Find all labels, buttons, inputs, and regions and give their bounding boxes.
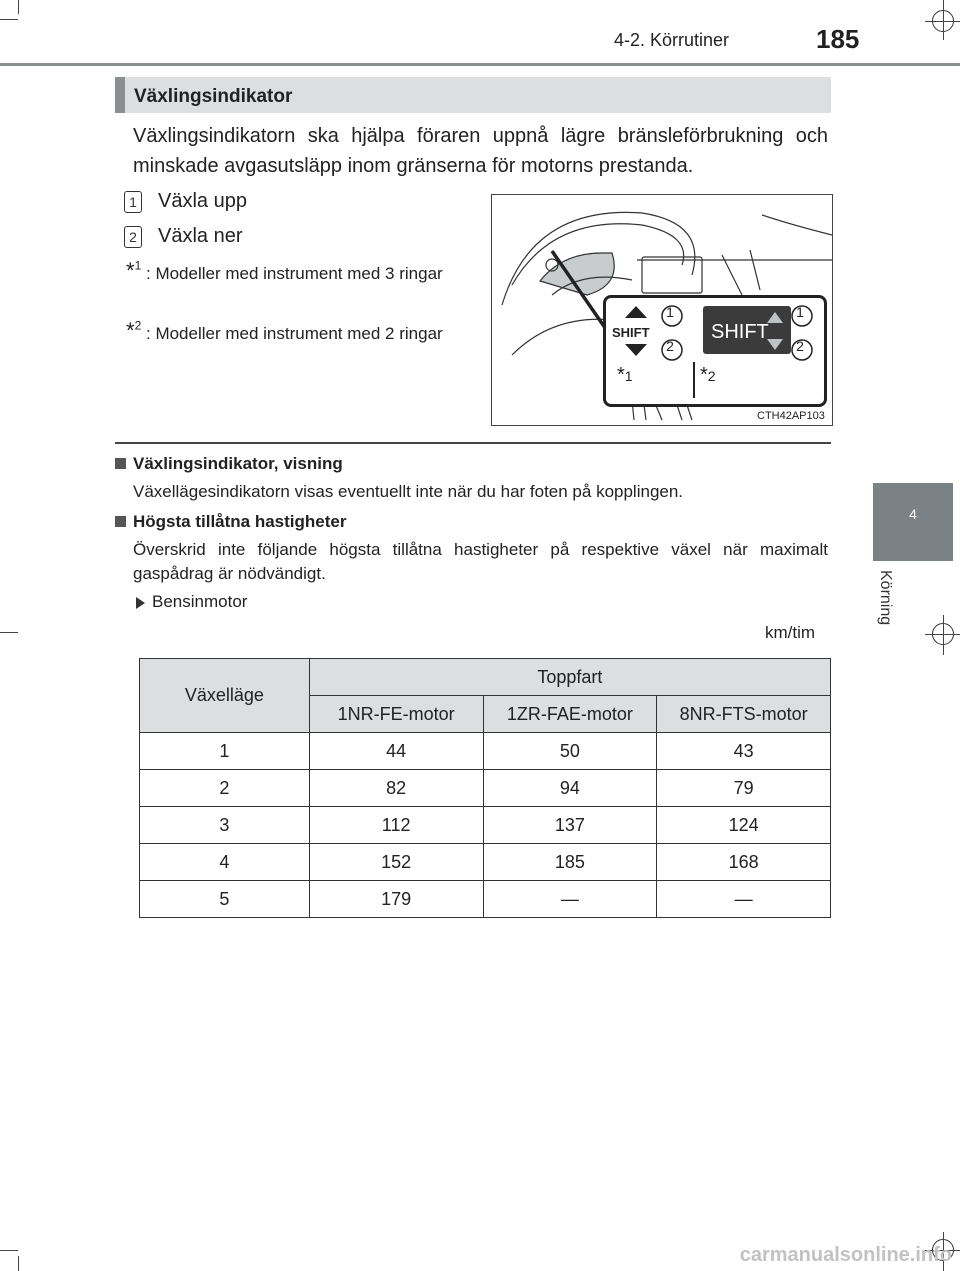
footnote-text: : Modeller med instrument med 2 ringar [146, 324, 443, 343]
crop-mark [0, 632, 18, 633]
shift-label: SHIFT [612, 325, 650, 340]
callout-number: 2 [124, 226, 142, 248]
table-cell: 179 [309, 881, 483, 918]
header-section-title: 4-2. Körrutiner [614, 30, 730, 50]
table-cell: 82 [309, 770, 483, 807]
table-cell: 137 [483, 807, 657, 844]
crop-mark [943, 615, 944, 655]
crop-mark [943, 0, 944, 40]
table-cell: 79 [657, 770, 831, 807]
chapter-tab [873, 483, 953, 561]
callout-number: 2 [796, 338, 804, 354]
table-cell: — [657, 881, 831, 918]
table-cell: 3 [140, 807, 310, 844]
table-cell: 94 [483, 770, 657, 807]
table-cell: 44 [309, 733, 483, 770]
table-cell: 124 [657, 807, 831, 844]
table-cell: 168 [657, 844, 831, 881]
unit-label: km/tim [765, 623, 816, 642]
footnote-sup: 1 [134, 258, 142, 273]
column-header-engine: 1NR-FE-motor [309, 696, 483, 733]
callout-shift-down: Växla ner [158, 225, 243, 247]
engine-type: Bensinmotor [152, 592, 248, 611]
chapter-number: 4 [909, 506, 917, 522]
intro-paragraph: Växlingsindikatorn ska hjälpa föraren uppnå lägre bränsleförbrukning och minskade avgasutsläpp inom gränserna för motorns prestanda. [133, 125, 828, 177]
note-heading: Växlingsindikator, visning [133, 454, 343, 473]
up-arrow-icon [625, 306, 647, 318]
footnote-reference-num: 2 [707, 368, 716, 384]
note-heading: Högsta tillåtna hastigheter [133, 512, 347, 531]
header-rule [0, 63, 960, 66]
down-arrow-icon [625, 344, 647, 356]
page-number: 185 [816, 24, 860, 54]
footnote-sup: 2 [134, 318, 142, 333]
crop-mark [18, 0, 19, 14]
chapter-label: Körning [877, 570, 894, 626]
table-cell: 2 [140, 770, 310, 807]
watermark: carmanualsonline.info [739, 1244, 952, 1266]
table-cell: 185 [483, 844, 657, 881]
footnote-text: : Modeller med instrument med 3 ringar [146, 264, 443, 283]
table-cell: — [483, 881, 657, 918]
table-row [140, 733, 831, 770]
table-cell: 1 [140, 733, 310, 770]
table-row [140, 881, 831, 918]
crop-mark [18, 1256, 19, 1271]
table-row [140, 844, 831, 881]
table-header-row [140, 659, 831, 696]
max-speed-table [139, 658, 831, 918]
column-header-engine: 1ZR-FAE-motor [483, 696, 657, 733]
column-header-gear: Växelläge [140, 659, 310, 733]
table-row [140, 770, 831, 807]
shift-indicator-inset [603, 295, 827, 407]
shift-label: SHIFT [711, 321, 769, 343]
footnote-marker [126, 258, 141, 284]
section-divider [115, 442, 831, 444]
crop-mark [0, 19, 18, 20]
footnote-reference: *1 [617, 364, 633, 386]
callout-number: 1 [796, 304, 804, 320]
callout-number: 1 [124, 191, 142, 213]
column-header-engine: 8NR-FTS-motor [657, 696, 831, 733]
table-row [140, 807, 831, 844]
table-cell: 43 [657, 733, 831, 770]
callout-number: 1 [666, 304, 674, 320]
illustration-code: CTH42AP103 [757, 410, 825, 422]
square-bullet-icon [115, 516, 126, 527]
table-cell: 50 [483, 733, 657, 770]
callout-number: 2 [666, 338, 674, 354]
table-cell: 5 [140, 881, 310, 918]
table-cell: 4 [140, 844, 310, 881]
column-header-top-speed: Toppfart [309, 659, 830, 696]
note-text: Överskrid inte följande högsta tillåtna hastigheter på respektive växel när maximalt gaspådrag är nödvändigt. [133, 540, 828, 583]
table-cell: 112 [309, 807, 483, 844]
section-heading-accent [115, 77, 125, 113]
footnote-star: * [126, 258, 135, 283]
section-title: Växlingsindikator [134, 86, 293, 107]
callout-shift-up: Växla upp [158, 190, 247, 212]
footnote-reference: *2 [700, 364, 716, 386]
table-cell: 152 [309, 844, 483, 881]
triangle-arrow-icon [136, 597, 145, 609]
footnote-star: * [126, 318, 135, 343]
footnote-marker [126, 318, 141, 344]
note-text: Växellägesindikatorn visas eventuellt inte när du har foten på kopplingen. [133, 482, 684, 501]
square-bullet-icon [115, 458, 126, 469]
crop-mark [0, 1250, 18, 1251]
footnote-reference-num: 1 [624, 368, 633, 384]
